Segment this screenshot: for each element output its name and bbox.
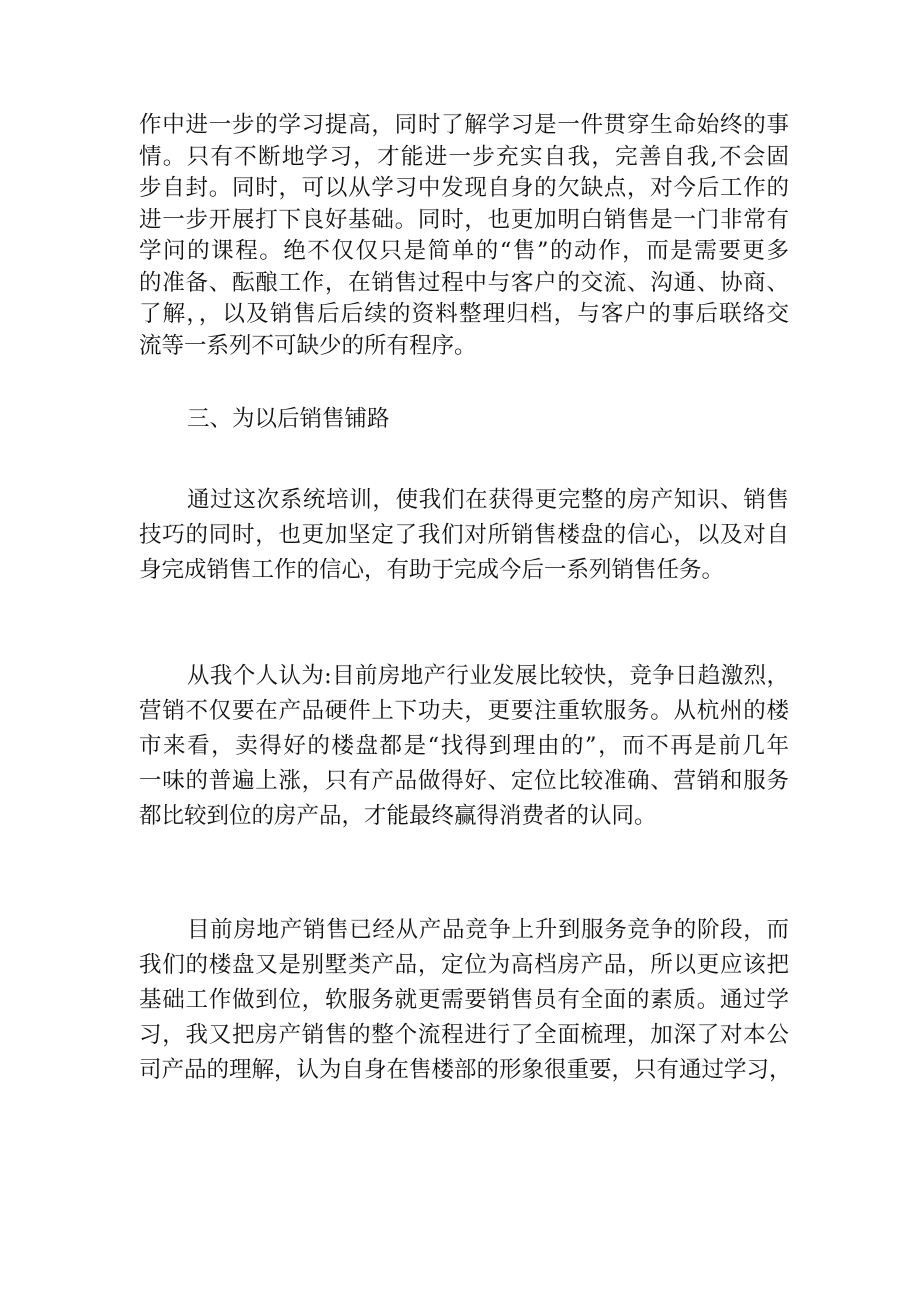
paragraph-line: 流等一系列不可缺少的所有程序。 (139, 332, 477, 359)
paragraph-line: 步自封。同时，可以从学习中发现自身的欠缺点，对今后工作的 (139, 175, 789, 201)
paragraph-line: 的准备、酝酿工作，在销售过程中与客户的交流、沟通、协商、 (139, 269, 789, 296)
paragraph-line: 基础工作做到位，软服务就更需要销售员有全面的素质。通过学 (139, 987, 789, 1013)
paragraph-line: 一味的普遍上涨，只有产品做得好、定位比较准确、营销和服务 (139, 768, 789, 794)
paragraph-line: 通过这次系统培训，使我们在获得更完整的房产知识、销售 (187, 487, 789, 513)
section-heading: 三、为以后销售铺路 (187, 406, 390, 432)
paragraph-2 (139, 483, 789, 588)
paragraph-3 (139, 659, 789, 834)
paragraph-line: 习，我又把房产销售的整个流程进行了全面梳理，加深了对本公 (139, 1022, 789, 1048)
paragraph-line: 学问的课程。绝不仅仅只是简单的“售”的动作，而是需要更多 (139, 238, 789, 264)
paragraph-line: 进一步开展打下良好基础。同时，也更加明白销售是一门非常有 (139, 206, 789, 233)
paragraph-line: 营销不仅要在产品硬件上下功夫，更要注重软服务。从杭州的楼 (139, 698, 789, 724)
paragraph-line: 情。只有不断地学习，才能进一步充实自我，完善自我,不会固 (139, 143, 789, 170)
paragraph-line: 身完成销售工作的信心，有助于完成今后一系列销售任务。 (139, 557, 725, 583)
paragraph-line: 从我个人认为:目前房地产行业发展比较快，竞争日趋激烈， (187, 663, 789, 689)
paragraph-4 (139, 913, 792, 1088)
paragraph-line: 我们的楼盘又是别墅类产品，定位为高档房产品，所以更应该把 (139, 952, 789, 978)
paragraph-line: 目前房地产销售已经从产品竞争上升到服务竞争的阶段，而 (187, 917, 789, 943)
paragraph-line: 都比较到位的房产品，才能最终赢得消费者的认同。 (139, 803, 657, 829)
paragraph-line: 技巧的同时，也更加坚定了我们对所销售楼盘的信心，以及对自 (139, 522, 789, 548)
paragraph-1 (139, 110, 789, 362)
paragraph-line: 市来看，卖得好的楼盘都是“找得到理由的”，而不再是前几年 (139, 733, 789, 759)
paragraph-line: 了解，，以及销售后后续的资料整理归档，与客户的事后联络交 (139, 301, 789, 327)
paragraph-line: 司产品的理解，认为自身在售楼部的形象很重要，只有通过学习， (139, 1057, 792, 1083)
paragraph-line: 作中进一步的学习提高，同时了解学习是一件贯穿生命始终的事 (139, 112, 789, 138)
